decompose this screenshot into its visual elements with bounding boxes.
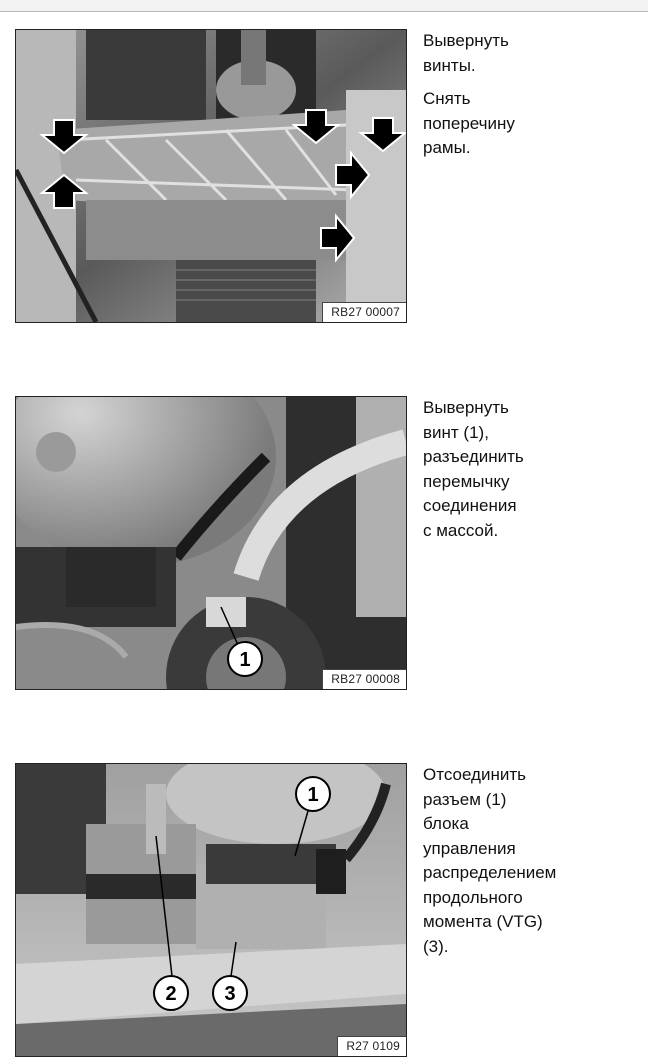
svg-text:3: 3 [224, 983, 236, 1005]
callout-3 [213, 976, 247, 1010]
svg-text:2: 2 [165, 983, 177, 1005]
figure-ground-strap [15, 396, 407, 690]
text-line: Отсоединить [423, 765, 526, 784]
text-line: винт (1), [423, 422, 489, 442]
text-line: Снять [423, 89, 471, 108]
photo-vtg-module [16, 764, 406, 1056]
text-line: момента (VTG) [423, 912, 543, 931]
text-line: продольного [423, 887, 523, 907]
text-line: Вывернуть [423, 31, 509, 50]
instruction-paragraph [423, 29, 643, 78]
figure-code: R27 0109 [337, 1036, 406, 1056]
instruction-paragraph [423, 87, 643, 161]
text-line: блока [423, 814, 469, 833]
instruction-paragraph [423, 396, 643, 543]
text-line: управления [423, 838, 516, 858]
callout-1 [296, 777, 330, 811]
text-line: с массой. [423, 520, 499, 540]
top-bar [0, 0, 648, 12]
photo-ground-strap [16, 397, 406, 689]
text-line: Вывернуть [423, 398, 509, 417]
text-line: (3). [423, 936, 449, 956]
text-line: поперечину [423, 113, 515, 133]
text-line: распределением [423, 863, 557, 882]
svg-text:1: 1 [239, 649, 251, 671]
step-3-instructions [423, 763, 643, 968]
text-line: соединения [423, 496, 517, 515]
text-line: перемычку [423, 471, 510, 491]
photo-crossmember [16, 30, 406, 322]
figure-crossmember-bolts [15, 29, 407, 323]
text-line: рамы. [423, 138, 471, 157]
callout-2 [154, 976, 188, 1010]
figure-code: RB27 00007 [322, 302, 406, 322]
text-line: разъединить [423, 447, 524, 466]
svg-text:1: 1 [307, 784, 319, 806]
step-2-instructions [423, 396, 643, 552]
instruction-paragraph [423, 763, 643, 959]
text-line: винты. [423, 55, 476, 75]
callout-1 [228, 642, 262, 676]
figure-vtg-connector [15, 763, 407, 1057]
figure-code: RB27 00008 [322, 669, 406, 689]
step-1-instructions [423, 29, 643, 170]
text-line: разъем (1) [423, 789, 507, 809]
